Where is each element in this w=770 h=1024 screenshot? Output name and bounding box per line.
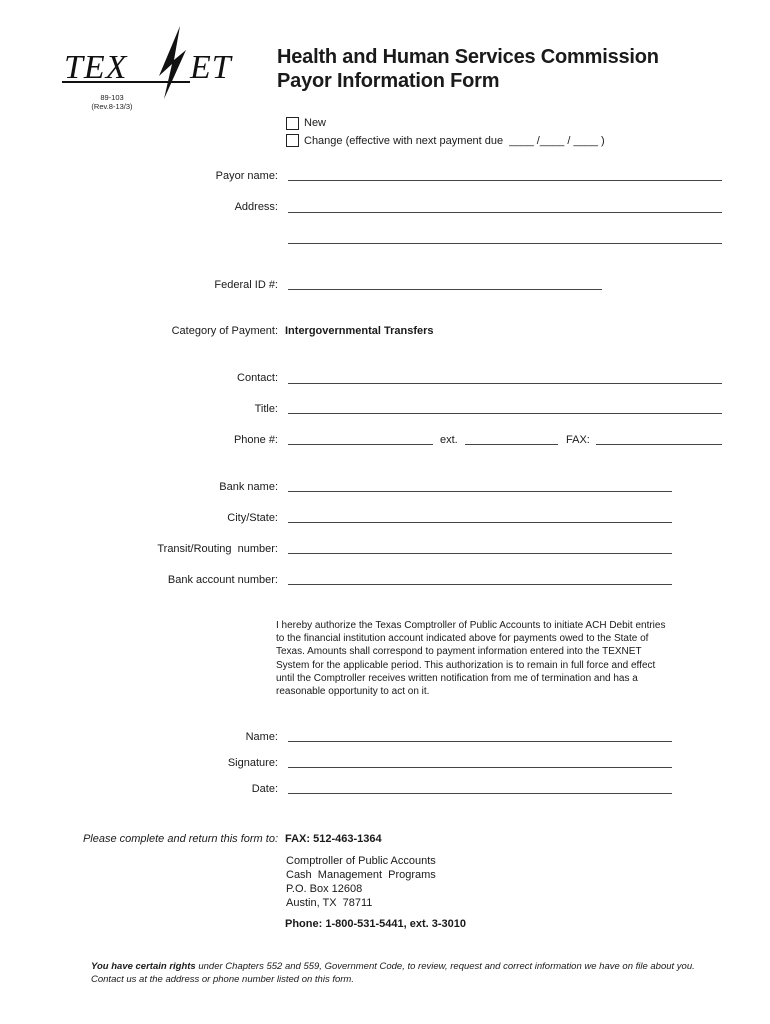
date-field[interactable] <box>288 793 672 794</box>
new-label: New <box>304 117 327 129</box>
transit-routing-field[interactable] <box>288 553 672 554</box>
privacy-notice-text: under Chapters 552 and 559, Government Code, to review, request and correct information we have on file about you. Contact us at the address or phone number listed on this form. <box>91 961 695 985</box>
return-fax: FAX: 512-463-1364 <box>285 833 382 845</box>
address-line: Comptroller of Public Accounts <box>286 855 436 867</box>
logo-text-left: TEX <box>64 49 128 86</box>
return-address <box>286 854 436 910</box>
fax-field[interactable] <box>596 444 722 445</box>
city-state-label: City/State: <box>227 512 278 524</box>
bank-name-label: Bank name: <box>219 481 278 493</box>
signature-field[interactable] <box>288 767 672 768</box>
bank-name-field[interactable] <box>288 491 672 492</box>
change-checkbox[interactable] <box>286 134 299 147</box>
payor-name-field[interactable] <box>288 180 722 181</box>
transit-routing-label: Transit/Routing number: <box>157 543 278 555</box>
name-field[interactable] <box>288 741 672 742</box>
page-title <box>277 45 659 93</box>
address-field-line-1[interactable] <box>288 212 722 213</box>
title-field[interactable] <box>288 413 722 414</box>
city-state-field[interactable] <box>288 522 672 523</box>
contact-label: Contact: <box>237 372 278 384</box>
category-label: Category of Payment: <box>171 325 278 337</box>
title-line-1: Health and Human Services Commission <box>277 46 659 68</box>
form-number: 89-103 <box>100 93 124 102</box>
address-line: Cash Management Programs <box>286 869 436 881</box>
address-field-line-2[interactable] <box>288 243 722 244</box>
phone-field[interactable] <box>288 444 433 445</box>
address-line: Austin, TX 78711 <box>286 897 373 909</box>
title-label: Title: <box>254 403 278 415</box>
address-label: Address: <box>234 201 278 213</box>
privacy-notice-bold: You have certain rights <box>91 961 196 972</box>
fax-label: FAX: <box>566 434 590 446</box>
return-phone: Phone: 1-800-531-5441, ext. 3-3010 <box>285 918 466 930</box>
federal-id-label: Federal ID #: <box>214 279 278 291</box>
contact-field[interactable] <box>288 383 722 384</box>
address-line: P.O. Box 12608 <box>286 883 363 895</box>
form-number-block <box>82 93 142 111</box>
bank-account-label: Bank account number: <box>167 574 278 586</box>
title-line-2: Payor Information Form <box>277 70 500 92</box>
change-label: Change (effective with next payment due ____ /____ / ____ ) <box>304 135 605 147</box>
name-label: Name: <box>245 731 278 743</box>
logo-text-right: ET <box>190 49 232 86</box>
return-instruction: Please complete and return this form to: <box>82 833 278 845</box>
texnet-logo <box>62 24 252 102</box>
ext-label: ext. <box>440 434 458 446</box>
date-label: Date: <box>251 783 278 795</box>
federal-id-field[interactable] <box>288 289 602 290</box>
bank-account-field[interactable] <box>288 584 672 585</box>
ext-field[interactable] <box>465 444 558 445</box>
new-checkbox[interactable] <box>286 117 299 130</box>
payor-name-label: Payor name: <box>215 170 278 182</box>
signature-label: Signature: <box>227 757 278 769</box>
form-revision: (Rev.8-13/3) <box>91 102 133 111</box>
authorization-text: I hereby authorize the Texas Comptroller of Public Accounts to initiate ACH Debit entries to the financial institution account indicated above for payments owed to the State of Texas. Amounts shall correspond to payment information entered into the TEXNET System for the applicable period. This authorization is to remain in full force and effect until the Comptroller receives written notification from me of termination and has a reasonable opportunity to act on it. <box>276 620 666 698</box>
category-value: Intergovernmental Transfers <box>285 325 434 337</box>
phone-label: Phone #: <box>233 434 278 446</box>
privacy-notice <box>91 960 701 986</box>
